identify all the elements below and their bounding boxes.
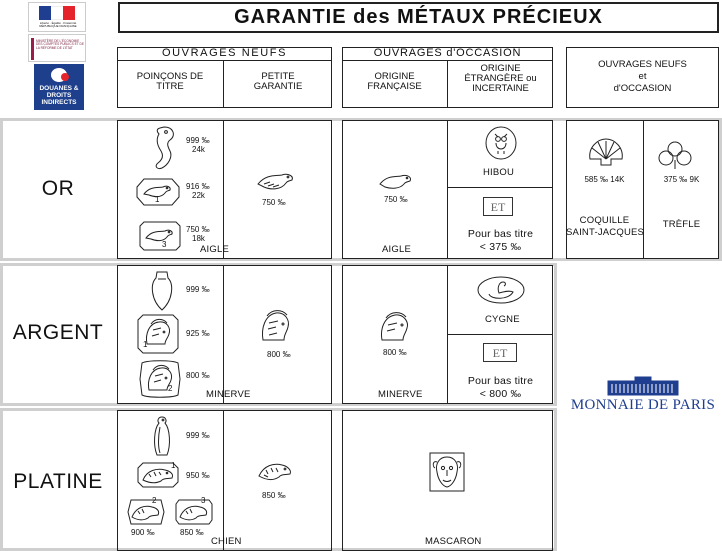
- et-mark-argent-text: ET: [492, 346, 508, 360]
- platine-titre-1-value: 999 ‰: [186, 431, 210, 440]
- argent-etrangere-caption: CYGNE: [485, 314, 520, 325]
- platine-titre-3-value: 900 ‰: [131, 528, 155, 537]
- header-occasion-francaise: [342, 72, 447, 92]
- douanes-logo: [34, 64, 84, 110]
- argent-titre-1-value: 999 ‰: [186, 285, 210, 294]
- seahorse-hallmark-icon: [146, 124, 180, 174]
- amphora-hallmark-icon: [149, 270, 175, 312]
- et-mark-argent-icon: [483, 343, 517, 362]
- header-both-line3: d'OCCASION: [613, 83, 672, 94]
- header-both-line1: OUVRAGES NEUFS: [598, 59, 687, 70]
- metal-platine: PLATINE: [13, 470, 103, 493]
- platine-occasion-caption: MASCARON: [425, 536, 482, 547]
- header-petite-label: PETITE GARANTIE: [253, 71, 303, 92]
- header-francaise-label: ORIGINE FRANÇAISE: [367, 71, 422, 92]
- monnaie-de-paris-logo-text: MONNAIE DE PARIS: [570, 397, 716, 413]
- page-title: GARANTIE des MÉTAUX PRÉCIEUX: [234, 6, 603, 28]
- platine-titre-2-value: 950 ‰: [186, 471, 210, 480]
- scallop-shell-hallmark-icon: [586, 137, 626, 167]
- dog-hallmark-900-icon: [127, 496, 165, 525]
- douanes-logo-text: DOUANES & DROITS INDIRECTS: [39, 85, 79, 106]
- or-titre-1-karat: 24k: [192, 145, 205, 154]
- ministere-stripe-icon: [31, 38, 34, 60]
- argent-titre-caption: MINERVE: [206, 389, 251, 400]
- or-coquille-value: 585 ‰ 14K: [584, 175, 625, 184]
- et-mark-or-icon: [483, 197, 513, 216]
- platine-dog-950-number: 1: [171, 461, 176, 470]
- trefoil-hallmark-icon: [657, 140, 693, 170]
- or-occasion-caption: AIGLE: [382, 244, 411, 255]
- or-titre-3-karat: 18k: [192, 234, 205, 243]
- argent-titre-3-value: 800 ‰: [186, 371, 210, 380]
- argent-minerva-800-number: 2: [168, 384, 173, 393]
- minerva-head-petite-garantie-icon: [255, 308, 295, 346]
- argent-titre-2-value: 925 ‰: [186, 329, 210, 338]
- dog-hallmark-850-icon: [175, 496, 213, 525]
- header-occasion-title: OUVRAGES d'OCCASION: [373, 47, 522, 59]
- or-eagle-750-number: 3: [162, 240, 167, 249]
- or-eagle-916-number: 1: [155, 195, 160, 204]
- minerva-head-occasion-icon: [374, 310, 414, 346]
- header-occasion-etrangere: [448, 64, 553, 94]
- or-coquille-caption-1: COQUILLE: [579, 215, 630, 226]
- argent-occasion-value: 800 ‰: [383, 348, 407, 357]
- tricolor-flag-icon: [39, 6, 75, 20]
- or-etrangere-caption: HIBOU: [483, 167, 515, 178]
- minerva-hallmark-800-icon: [138, 359, 182, 399]
- ministere-logo-text: MINISTÈRE DE L'ÉCONOMIE DES COMPTES PUBLICS ET DE LA RÉFORME DE L'ÉTAT: [36, 39, 84, 50]
- or-bas-titre-line1: Pour bas titre: [467, 228, 534, 240]
- or-titre-2-karat: 22k: [192, 191, 205, 200]
- header-poincons-label: POINÇONS DE TITRE: [136, 71, 204, 92]
- republique-logo-text: Liberté · Égalité · Fraternité RÉPUBLIQUE FRANÇAISE: [39, 21, 77, 29]
- metal-argent: ARGENT: [12, 321, 104, 344]
- penguin-hallmark-icon: [150, 415, 174, 459]
- et-mark-or-text: ET: [490, 200, 506, 214]
- argent-occasion-caption: MINERVE: [378, 389, 423, 400]
- or-titre-1-value: 999 ‰: [186, 136, 210, 145]
- eagle-head-occasion-icon: [378, 172, 416, 192]
- platine-titre-caption: CHIEN: [211, 536, 242, 547]
- platine-titre-4-value: 850 ‰: [180, 528, 204, 537]
- or-occasion-value: 750 ‰: [384, 195, 408, 204]
- or-trefle-caption: TRÈFLE: [662, 219, 701, 230]
- eagle-head-petite-garantie-icon: [256, 170, 298, 194]
- owl-hallmark-icon: [485, 126, 517, 160]
- argent-petite-value: 800 ‰: [267, 350, 291, 359]
- or-titre-caption: AIGLE: [200, 244, 229, 255]
- or-trefle-value: 375 ‰ 9K: [663, 175, 700, 184]
- metal-or: OR: [41, 177, 75, 200]
- or-petite-value: 750 ‰: [262, 198, 286, 207]
- or-titre-2-value: 916 ‰: [186, 182, 210, 191]
- swan-hallmark-icon: [477, 276, 525, 304]
- platine-petite-value: 850 ‰: [262, 491, 286, 500]
- header-both-line2: et: [638, 71, 647, 82]
- monnaie-de-paris-building-icon: [607, 376, 679, 396]
- header-neufs-poincons: [117, 72, 223, 92]
- argent-bas-titre-line1: Pour bas titre: [467, 375, 534, 387]
- republique-francaise-logo: [28, 2, 86, 32]
- ministere-logo: [28, 34, 86, 62]
- header-neufs-petite: [224, 72, 332, 92]
- or-coquille-caption-2: SAINT-JACQUES: [566, 227, 645, 238]
- argent-minerva-925-number: 1: [143, 340, 148, 349]
- or-titre-3-value: 750 ‰: [186, 225, 210, 234]
- eagle-hallmark-750-icon: [138, 221, 182, 251]
- dog-head-petite-garantie-icon: [256, 460, 294, 484]
- header-etrangere-label: ORIGINE ÉTRANGÈRE ou INCERTAINE: [464, 63, 537, 94]
- platine-dog-900-number: 2: [152, 496, 157, 505]
- platine-dog-850-number: 3: [201, 496, 206, 505]
- header-neufs-title: OUVRAGES NEUFS: [161, 47, 288, 59]
- argent-bas-titre-line2: < 800 ‰: [479, 388, 522, 400]
- mascaron-hallmark-icon: [429, 452, 465, 492]
- or-bas-titre-line2: < 375 ‰: [479, 241, 522, 253]
- title-banner: [118, 2, 719, 33]
